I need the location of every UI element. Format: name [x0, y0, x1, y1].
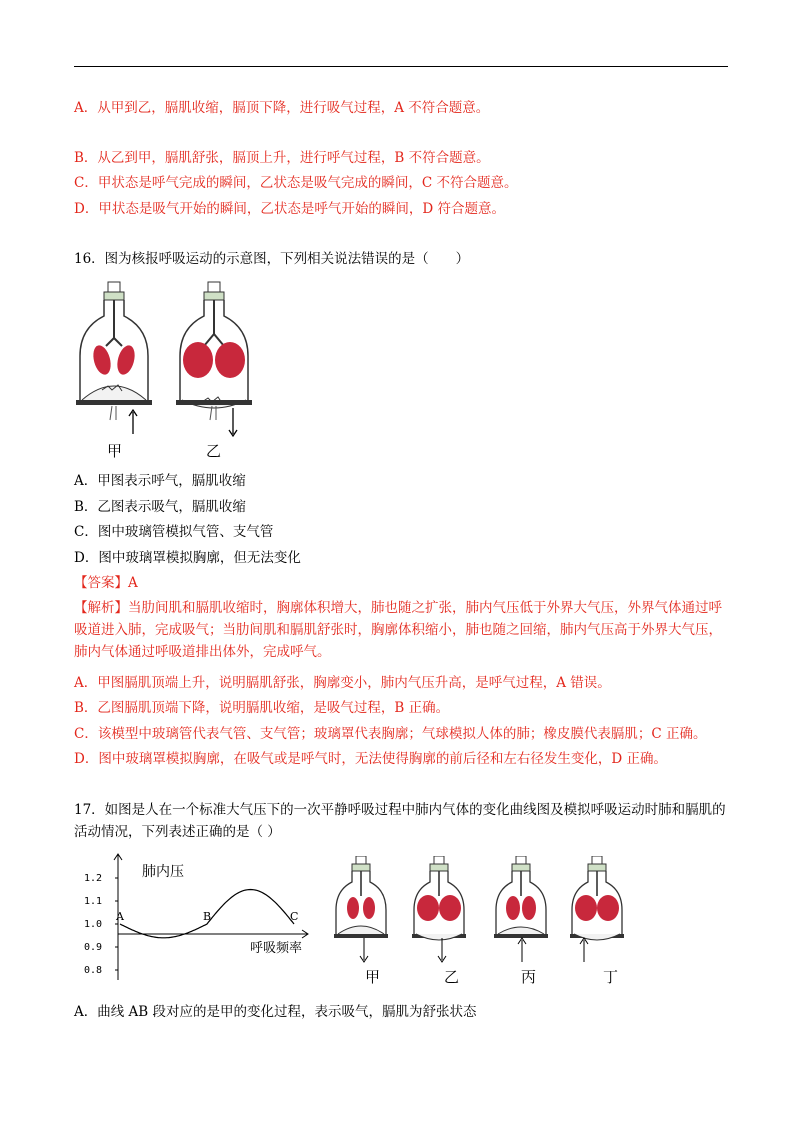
- y-tick-label: 1.1: [84, 896, 103, 907]
- jar-yi-diagram: [176, 282, 252, 436]
- prev-answer-c: C．甲状态是呼气完成的瞬间，乙状态是吸气完成的瞬间，C 不符合题意。: [74, 175, 518, 191]
- q16-label-jia: 甲: [107, 442, 123, 460]
- point-label-a: A: [116, 910, 124, 923]
- q17-label-yi: 乙: [444, 968, 460, 986]
- q16-answer: 【答案】A: [74, 575, 138, 591]
- y-tick-label: 0.9: [84, 942, 103, 953]
- jar-yi-q17: [412, 856, 466, 940]
- y-tick-label: 1.0: [84, 919, 103, 930]
- q17-label-jia: 甲: [365, 968, 381, 986]
- q17-label-bing: 丙: [521, 968, 537, 986]
- prev-answer-d: D．甲状态是吸气开始的瞬间，乙状态是呼气开始的瞬间，D 符合题意。: [74, 201, 505, 217]
- analysis-text: 当肋间肌和膈肌收缩时，胸廓体积增大，肺也随之扩张，肺内气压低于外界大气压，外界气体通过呼吸道进入肺，完成吸气；当肋间肌和膈肌舒张时，胸廓体积缩小，肺也随之回缩，肺内气压高于外界大气压，肺内气体通过呼吸道排出体外，完成呼气。: [74, 600, 722, 660]
- q16-option-c: C．图中玻璃管模拟气管、支气管: [74, 524, 274, 540]
- q16-explain-d: D．图中玻璃罩模拟胸廓，在吸气或是呼气时，无法使得胸廓的前后径和左右径发生变化，D 正确。: [74, 751, 667, 767]
- q16-label-yi: 乙: [206, 442, 222, 460]
- q17-option-a: A．曲线 AB 段对应的是甲的变化过程，表示吸气，膈肌为舒张状态: [74, 1004, 477, 1020]
- point-label-c: C: [290, 910, 299, 923]
- q17-arrows: [334, 936, 634, 966]
- jar-ding-q17: [570, 856, 624, 940]
- header-rule: [74, 66, 728, 67]
- analysis-tag: 【解析】: [74, 600, 128, 616]
- q17-stem: 17．如图是人在一个标准大气压下的一次平静呼吸过程中肺内气体的变化曲线图及模拟呼吸运动时肺和膈肌的活动情况，下列表述正确的是（ ）: [74, 802, 726, 840]
- q16-analysis: [74, 597, 730, 663]
- q16-explain-b: B．乙图膈肌顶端下降，说明膈肌收缩，是吸气过程，B 正确。: [74, 700, 450, 716]
- q16-bell-jar-figure: [76, 276, 266, 466]
- q16-option-a: A．甲图表示呼气，膈肌收缩: [74, 473, 246, 489]
- chart-xlabel: 呼吸频率: [250, 941, 303, 956]
- prev-answer-a: A．从甲到乙，膈肌收缩，膈顶下降，进行吸气过程，A 不符合题意。: [74, 100, 490, 116]
- y-tick-label: 1.2: [84, 873, 103, 884]
- q16-option-d: D．图中玻璃罩模拟胸廓，但无法变化: [74, 550, 301, 566]
- q16-stem: 16．图为核报呼吸运动的示意图，下列相关说法错误的是（ ）: [74, 251, 470, 267]
- jar-bing-q17: [494, 856, 548, 938]
- point-label-b: B: [203, 910, 212, 923]
- q17-pressure-chart: [80, 852, 320, 982]
- q16-explain-a: A．甲图膈肌顶端上升，说明膈肌舒张，胸廓变小，肺内气压升高，是呼气过程，A 错误。: [74, 675, 611, 691]
- y-tick-label: 0.8: [84, 965, 103, 976]
- q16-option-b: B．乙图表示吸气，膈肌收缩: [74, 499, 246, 515]
- chart-title: 肺内压: [142, 864, 184, 880]
- prev-answer-b: B．从乙到甲，膈肌舒张，膈顶上升，进行呼气过程，B 不符合题意。: [74, 150, 490, 166]
- jar-jia-diagram: [76, 282, 152, 434]
- q17-label-ding: 丁: [603, 968, 619, 986]
- jar-jia-q17: [334, 856, 388, 938]
- q16-explain-c: C．该模型中玻璃管代表气管、支气管；玻璃罩代表胸廓；气球模拟人体的肺；橡皮膜代表膈肌；C 正确。: [74, 726, 707, 742]
